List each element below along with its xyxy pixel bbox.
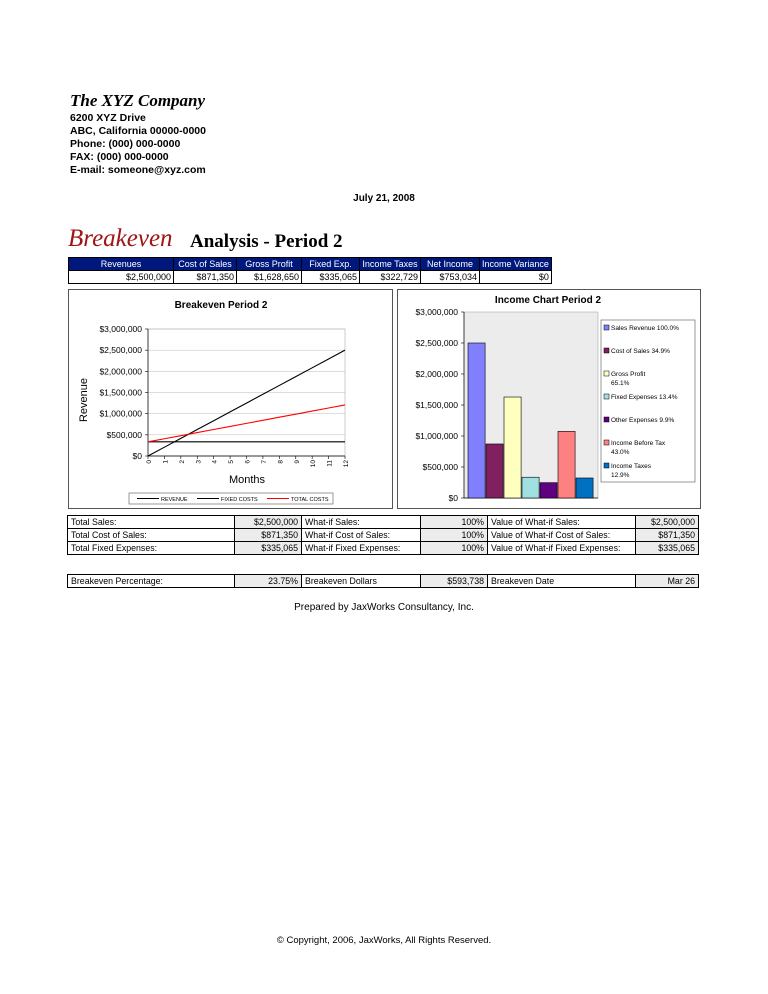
row-value: $335,065 — [636, 542, 699, 555]
company-name: The XYZ Company — [70, 91, 206, 110]
breakeven-percentage-value: 23.75% — [235, 575, 302, 588]
legend-swatch — [604, 417, 609, 422]
x-tick-label: 3 — [195, 460, 203, 464]
row-value: $871,350 — [235, 529, 302, 542]
bar — [576, 478, 593, 498]
row-value: $871,350 — [636, 529, 699, 542]
y-tick-label: $500,000 — [106, 429, 142, 440]
bar — [540, 483, 557, 498]
chart-legend — [129, 493, 333, 504]
x-tick-label: 12 — [343, 460, 350, 468]
legend-label: 12.9% — [611, 472, 630, 479]
x-tick-label: 9 — [293, 460, 301, 464]
y-tick-label: $3,000,000 — [415, 307, 458, 317]
y-tick-label: $2,000,000 — [99, 366, 142, 377]
y-tick-label: $500,000 — [422, 462, 458, 472]
y-tick-label: $1,500,000 — [415, 400, 458, 410]
breakeven-percentage-label: Breakeven Percentage: — [68, 575, 235, 588]
summary-header: Income Variance — [480, 258, 552, 271]
bar — [558, 431, 575, 498]
company-email: E-mail: someone@xyz.com — [70, 164, 206, 176]
summary-table — [68, 257, 552, 284]
chart-gridlines — [148, 329, 345, 456]
summary-header: Revenues — [69, 258, 174, 271]
company-city: ABC, California 00000-0000 — [70, 125, 206, 137]
legend-label: Cost of Sales 34.9% — [611, 348, 670, 355]
breakeven-chart — [68, 289, 393, 509]
legend-swatch — [604, 348, 609, 353]
title-analysis: Analysis - Period 2 — [190, 231, 343, 252]
y-tick-label: $0 — [448, 493, 458, 503]
breakeven-chart-svg — [69, 290, 392, 508]
chart-legend — [601, 320, 695, 482]
row-label: What-if Sales: — [302, 516, 421, 529]
summary-value: $871,350 — [174, 271, 237, 284]
legend-swatch — [604, 440, 609, 445]
summary-header: Net Income — [421, 258, 480, 271]
x-tick-label: 7 — [260, 460, 268, 464]
table-row — [68, 575, 699, 588]
income-chart-svg — [398, 290, 700, 508]
y-tick-label: $0 — [132, 451, 142, 461]
x-axis-ticks — [146, 456, 350, 467]
y-axis-ticks — [415, 307, 464, 503]
table-row — [68, 529, 699, 542]
bar — [522, 477, 539, 498]
prepared-by: Prepared by JaxWorks Consultancy, Inc. — [294, 602, 474, 613]
row-value: 100% — [421, 529, 488, 542]
legend-label: 65.1% — [611, 380, 630, 387]
summary-value: $2,500,000 — [69, 271, 174, 284]
x-tick-label: 11 — [326, 460, 334, 467]
table-row — [68, 516, 699, 529]
summary-value: $335,065 — [302, 271, 360, 284]
legend-label: Income Taxes — [611, 463, 651, 470]
breakeven-dollars-value: $593,738 — [421, 575, 488, 588]
x-tick-label: 6 — [244, 460, 252, 464]
legend-box — [601, 320, 695, 482]
details-table — [67, 515, 699, 555]
y-tick-label: $1,000,000 — [415, 431, 458, 441]
summary-header: Income Taxes — [360, 258, 421, 271]
breakeven-date-value: Mar 26 — [636, 575, 699, 588]
row-label: What-if Fixed Expenses: — [302, 542, 421, 555]
legend-label: TOTAL COSTS — [291, 497, 329, 503]
breakeven-dollars-label: Breakeven Dollars — [302, 575, 421, 588]
legend-label: REVENUE — [161, 497, 188, 503]
bar — [504, 397, 521, 498]
row-value: $2,500,000 — [235, 516, 302, 529]
summary-header: Cost of Sales — [174, 258, 237, 271]
row-label: Value of What-if Cost of Sales: — [488, 529, 636, 542]
legend-label: Other Expenses 9.9% — [611, 417, 675, 424]
summary-header: Gross Profit — [237, 258, 302, 271]
legend-swatch — [604, 371, 609, 376]
legend-label: 43.0% — [611, 449, 630, 456]
summary-value: $322,729 — [360, 271, 421, 284]
legend-label: Fixed Expenses 13.4% — [611, 394, 678, 401]
breakeven-table — [67, 574, 699, 588]
bar — [468, 343, 485, 498]
y-tick-label: $2,000,000 — [415, 369, 458, 379]
x-tick-label: 5 — [228, 460, 236, 464]
row-value: 100% — [421, 542, 488, 555]
row-value: $335,065 — [235, 542, 302, 555]
legend-swatch — [604, 394, 609, 399]
legend-label: Gross Profit — [611, 371, 646, 378]
x-tick-label: 1 — [162, 460, 170, 464]
table-row — [68, 542, 699, 555]
x-tick-label: 8 — [277, 460, 285, 464]
row-value: 100% — [421, 516, 488, 529]
legend-swatch — [604, 325, 609, 330]
bar — [486, 444, 503, 498]
legend-label: FIXED COSTS — [221, 497, 258, 503]
row-label: Total Sales: — [68, 516, 235, 529]
legend-label: Sales Revenue 100.0% — [611, 325, 679, 332]
company-fax: FAX: (000) 000-0000 — [70, 151, 169, 163]
x-tick-label: 2 — [178, 460, 186, 464]
row-label: Total Fixed Expenses: — [68, 542, 235, 555]
summary-value: $0 — [480, 271, 552, 284]
copyright: © Copyright, 2006, JaxWorks, All Rights Reserved. — [276, 935, 492, 946]
row-label: Total Cost of Sales: — [68, 529, 235, 542]
company-address: 6200 XYZ Drive — [70, 112, 146, 124]
x-tick-label: 0 — [146, 460, 153, 464]
row-value: $2,500,000 — [636, 516, 699, 529]
breakeven-date-label: Breakeven Date — [488, 575, 636, 588]
row-label: Value of What-if Sales: — [488, 516, 636, 529]
chart-title: Breakeven Period 2 — [174, 300, 268, 311]
row-label: What-if Cost of Sales: — [302, 529, 421, 542]
x-tick-label: 10 — [310, 460, 318, 468]
row-label: Value of What-if Fixed Expenses: — [488, 542, 636, 555]
summary-value: $753,034 — [421, 271, 480, 284]
legend-label: Income Before Tax — [611, 440, 666, 447]
y-tick-label: $1,000,000 — [99, 408, 142, 419]
income-chart — [397, 289, 701, 509]
legend-swatch — [604, 463, 609, 468]
chart-title: Income Chart Period 2 — [494, 295, 602, 306]
y-tick-label: $2,500,000 — [415, 338, 458, 348]
summary-header: Fixed Exp. — [302, 258, 360, 271]
x-axis-label: Months — [228, 474, 266, 486]
y-axis-ticks — [99, 324, 148, 461]
x-tick-label: 4 — [211, 460, 219, 464]
y-tick-label: $3,000,000 — [99, 324, 142, 334]
y-tick-label: $2,500,000 — [99, 345, 142, 356]
title-breakeven: Breakeven — [68, 225, 173, 252]
summary-value: $1,628,650 — [237, 271, 302, 284]
report-date: July 21, 2008 — [353, 193, 415, 204]
company-phone: Phone: (000) 000-0000 — [70, 138, 181, 150]
y-axis-label: Revenue — [78, 377, 90, 423]
y-tick-label: $1,500,000 — [99, 387, 142, 398]
